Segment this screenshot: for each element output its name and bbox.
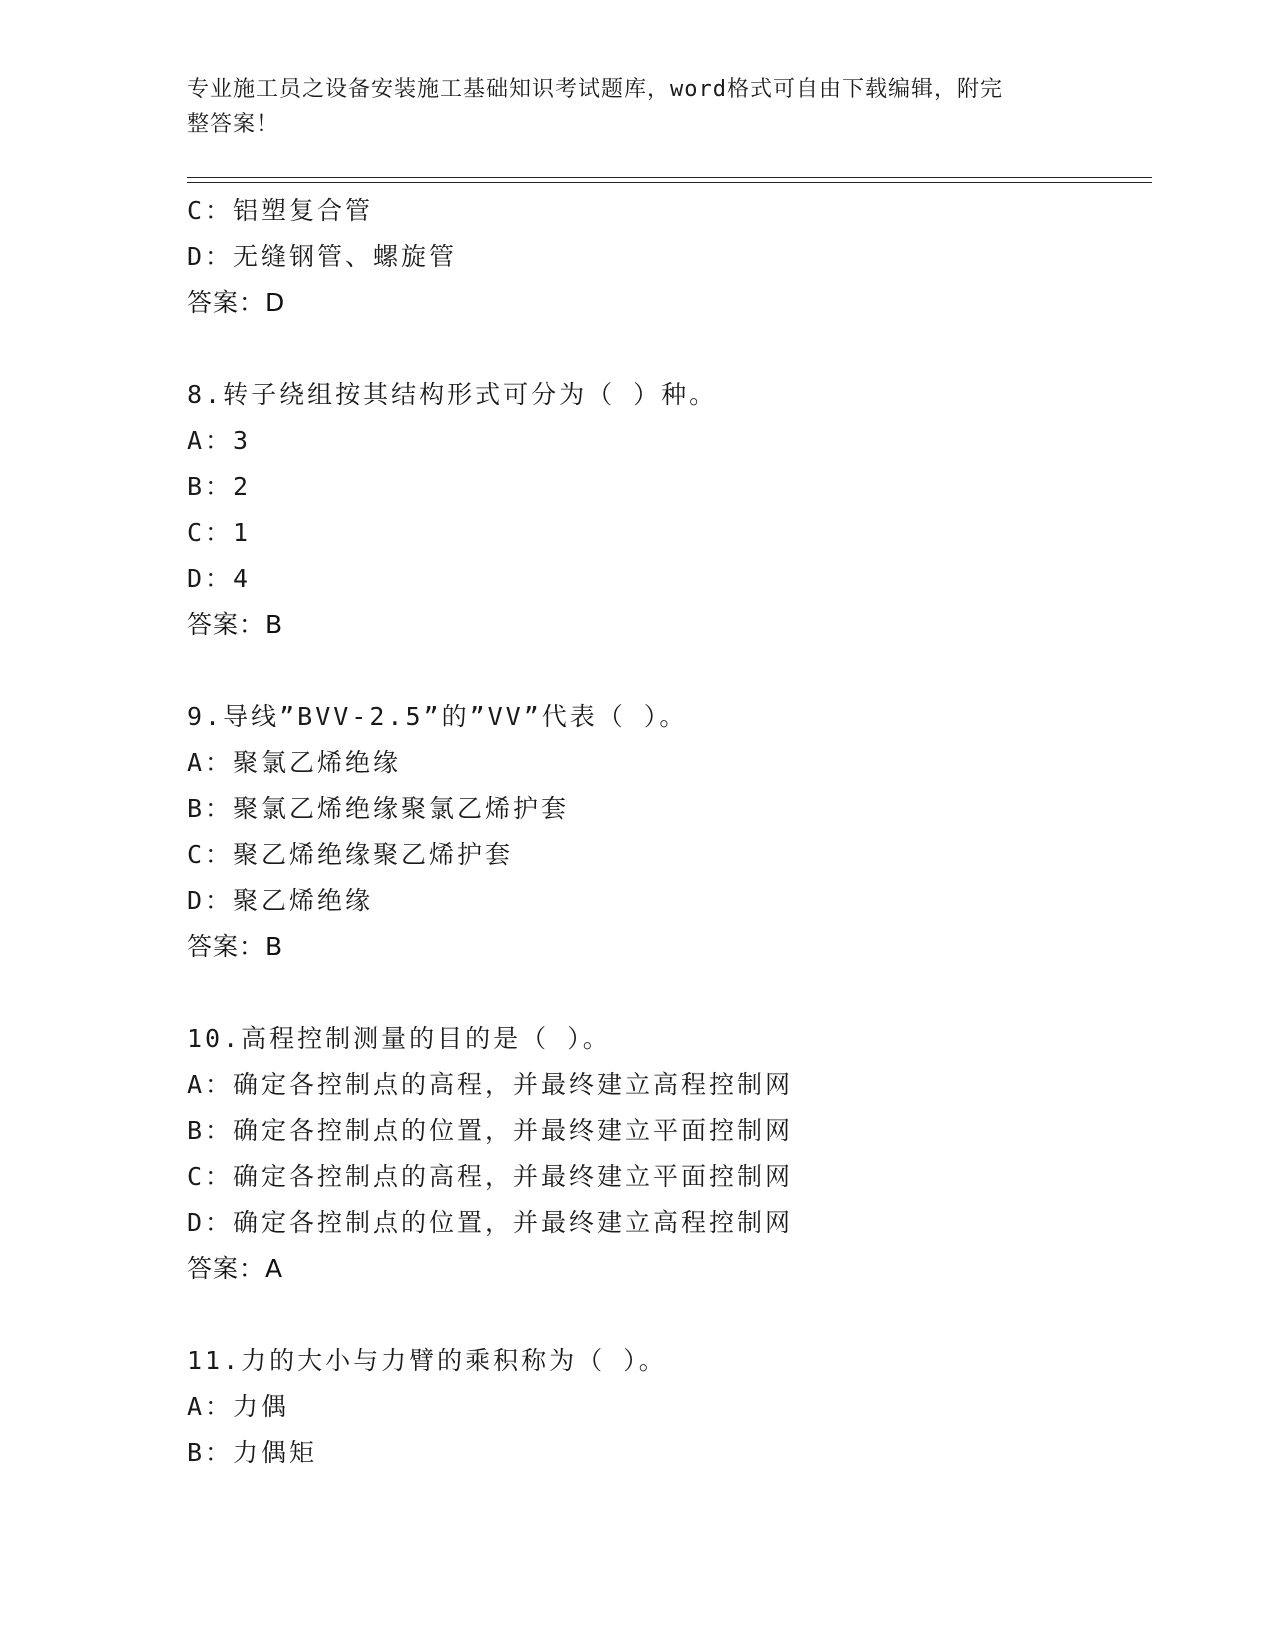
spacer [187,648,1147,694]
question-stem: 9.导线”BVV-2.5”的”VV”代表（ ）。 [187,702,688,731]
option-a: A：确定各控制点的高程，并最终建立高程控制网 [187,1070,794,1099]
question-11 [187,1338,1147,1476]
header-line-1: 专业施工员之设备安装施工基础知识考试题库，word格式可自由下载编辑，附完 [187,77,1003,102]
option-b: B：确定各控制点的位置，并最终建立平面控制网 [187,1116,794,1145]
answer: 答案：A [187,1254,284,1283]
option-a: A：3 [187,426,252,455]
question-7-continued [187,188,1147,326]
question-list [187,188,1147,1476]
option-d: D：聚乙烯绝缘 [187,886,374,915]
option-d: D：确定各控制点的位置，并最终建立高程控制网 [187,1208,794,1237]
question-9 [187,694,1147,970]
answer: 答案：B [187,932,284,961]
question-stem: 8.转子绕组按其结构形式可分为（ ）种。 [187,380,718,409]
option-a: A：力偶 [187,1392,290,1421]
spacer [187,1292,1147,1338]
option-a: A：聚氯乙烯绝缘 [187,748,402,777]
header-rule-top [187,177,1152,178]
header-line-2: 整答案！ [187,112,280,137]
question-8 [187,372,1147,648]
question-stem: 11.力的大小与力臂的乘积称为（ ）。 [187,1346,667,1375]
spacer [187,326,1147,372]
option-c: C：铝塑复合管 [187,196,374,225]
option-d: D：无缝钢管、螺旋管 [187,242,458,271]
option-b: B：力偶矩 [187,1438,318,1467]
answer: 答案：B [187,610,284,639]
answer: 答案：D [187,288,286,317]
question-stem: 10.高程控制测量的目的是（ ）。 [187,1024,611,1053]
document-header [187,72,1067,142]
option-d: D：4 [187,564,252,593]
header-rule-bottom [187,182,1152,183]
question-10 [187,1016,1147,1292]
option-c: C：聚乙烯绝缘聚乙烯护套 [187,840,514,869]
option-c: C：确定各控制点的高程，并最终建立平面控制网 [187,1162,794,1191]
spacer [187,970,1147,1016]
option-b: B：聚氯乙烯绝缘聚氯乙烯护套 [187,794,570,823]
option-c: C：1 [187,518,252,547]
option-b: B：2 [187,472,252,501]
